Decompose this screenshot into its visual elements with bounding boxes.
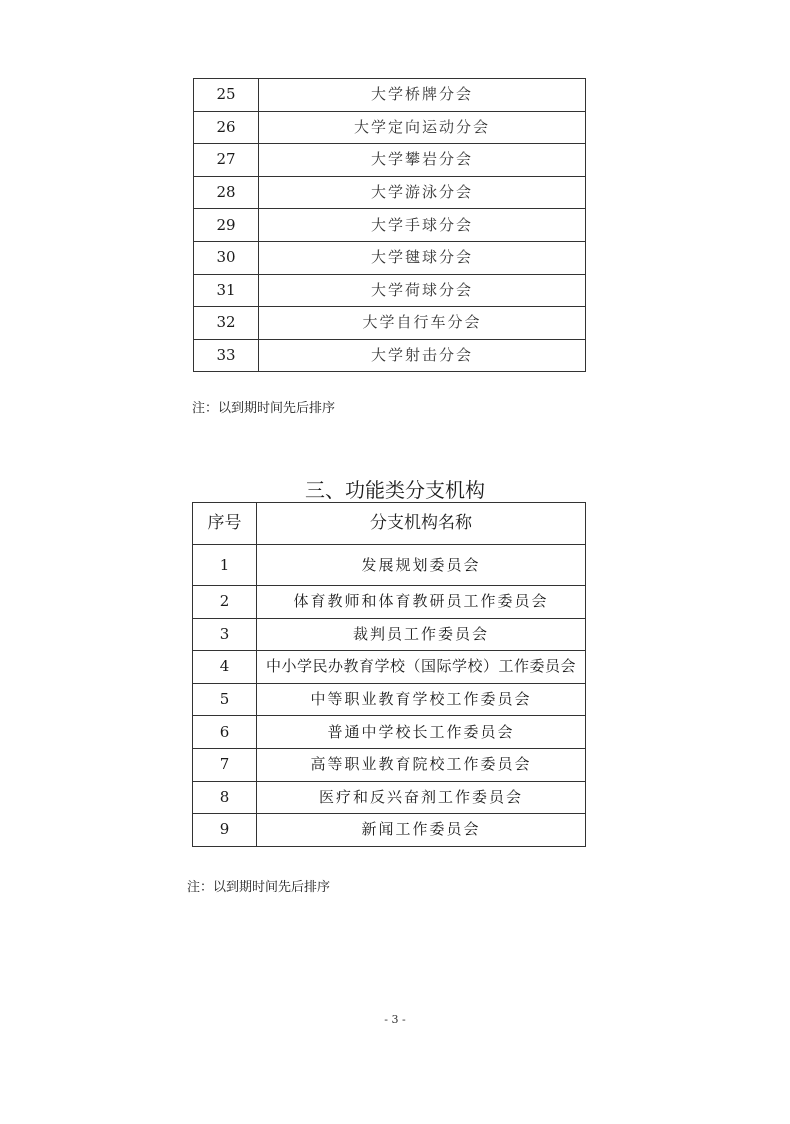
table-row — [194, 79, 586, 112]
branch-name: 大学定向运动分会 — [259, 111, 586, 144]
branch-name: 发展规划委员会 — [257, 545, 586, 586]
branch-name: 医疗和反兴奋剂工作委员会 — [257, 781, 586, 814]
table-row — [194, 307, 586, 340]
branch-name: 大学桥牌分会 — [259, 79, 586, 112]
table-row — [193, 545, 586, 586]
table-row — [194, 274, 586, 307]
row-number: 32 — [194, 307, 259, 340]
row-number: 4 — [193, 651, 257, 684]
branch-name: 大学射击分会 — [259, 339, 586, 372]
branch-name: 大学自行车分会 — [259, 307, 586, 340]
branch-name: 裁判员工作委员会 — [257, 618, 586, 651]
table-row — [193, 716, 586, 749]
column-header-number: 序号 — [193, 503, 257, 545]
table-row — [193, 748, 586, 781]
branch-name: 体育教师和体育教研员工作委员会 — [257, 586, 586, 619]
branch-name: 大学手球分会 — [259, 209, 586, 242]
branch-name: 新闻工作委员会 — [257, 814, 586, 847]
table-row — [194, 176, 586, 209]
table-header-row — [193, 503, 586, 545]
table-note: 注：以到期时间先后排序 — [187, 880, 331, 895]
row-number: 9 — [193, 814, 257, 847]
branch-name: 大学毽球分会 — [259, 241, 586, 274]
table-row — [193, 618, 586, 651]
row-number: 25 — [194, 79, 259, 112]
row-number: 6 — [193, 716, 257, 749]
column-header-name: 分支机构名称 — [257, 503, 586, 545]
sports-branch-table — [193, 78, 586, 372]
row-number: 30 — [194, 241, 259, 274]
row-number: 29 — [194, 209, 259, 242]
table-row — [194, 209, 586, 242]
row-number: 5 — [193, 683, 257, 716]
page-number: - 3 - — [384, 1013, 406, 1026]
table-row — [193, 683, 586, 716]
table-row — [194, 241, 586, 274]
row-number: 31 — [194, 274, 259, 307]
table-row — [193, 781, 586, 814]
branch-name: 大学游泳分会 — [259, 176, 586, 209]
row-number: 2 — [193, 586, 257, 619]
row-number: 26 — [194, 111, 259, 144]
row-number: 7 — [193, 748, 257, 781]
table-row — [193, 651, 586, 684]
table-row — [194, 111, 586, 144]
row-number: 27 — [194, 144, 259, 177]
row-number: 1 — [193, 545, 257, 586]
table-row — [193, 814, 586, 847]
branch-name: 普通中学校长工作委员会 — [257, 716, 586, 749]
row-number: 3 — [193, 618, 257, 651]
branch-name: 中小学民办教育学校（国际学校）工作委员会 — [257, 651, 586, 684]
row-number: 8 — [193, 781, 257, 814]
branch-name: 中等职业教育学校工作委员会 — [257, 683, 586, 716]
branch-name: 大学荷球分会 — [259, 274, 586, 307]
table-row — [194, 144, 586, 177]
branch-name: 高等职业教育院校工作委员会 — [257, 748, 586, 781]
table-row — [193, 586, 586, 619]
row-number: 33 — [194, 339, 259, 372]
functional-branch-table — [192, 502, 586, 847]
table-row — [194, 339, 586, 372]
section-title: 三、功能类分支机构 — [305, 478, 485, 502]
table-note: 注：以到期时间先后排序 — [192, 401, 336, 416]
row-number: 28 — [194, 176, 259, 209]
branch-name: 大学攀岩分会 — [259, 144, 586, 177]
